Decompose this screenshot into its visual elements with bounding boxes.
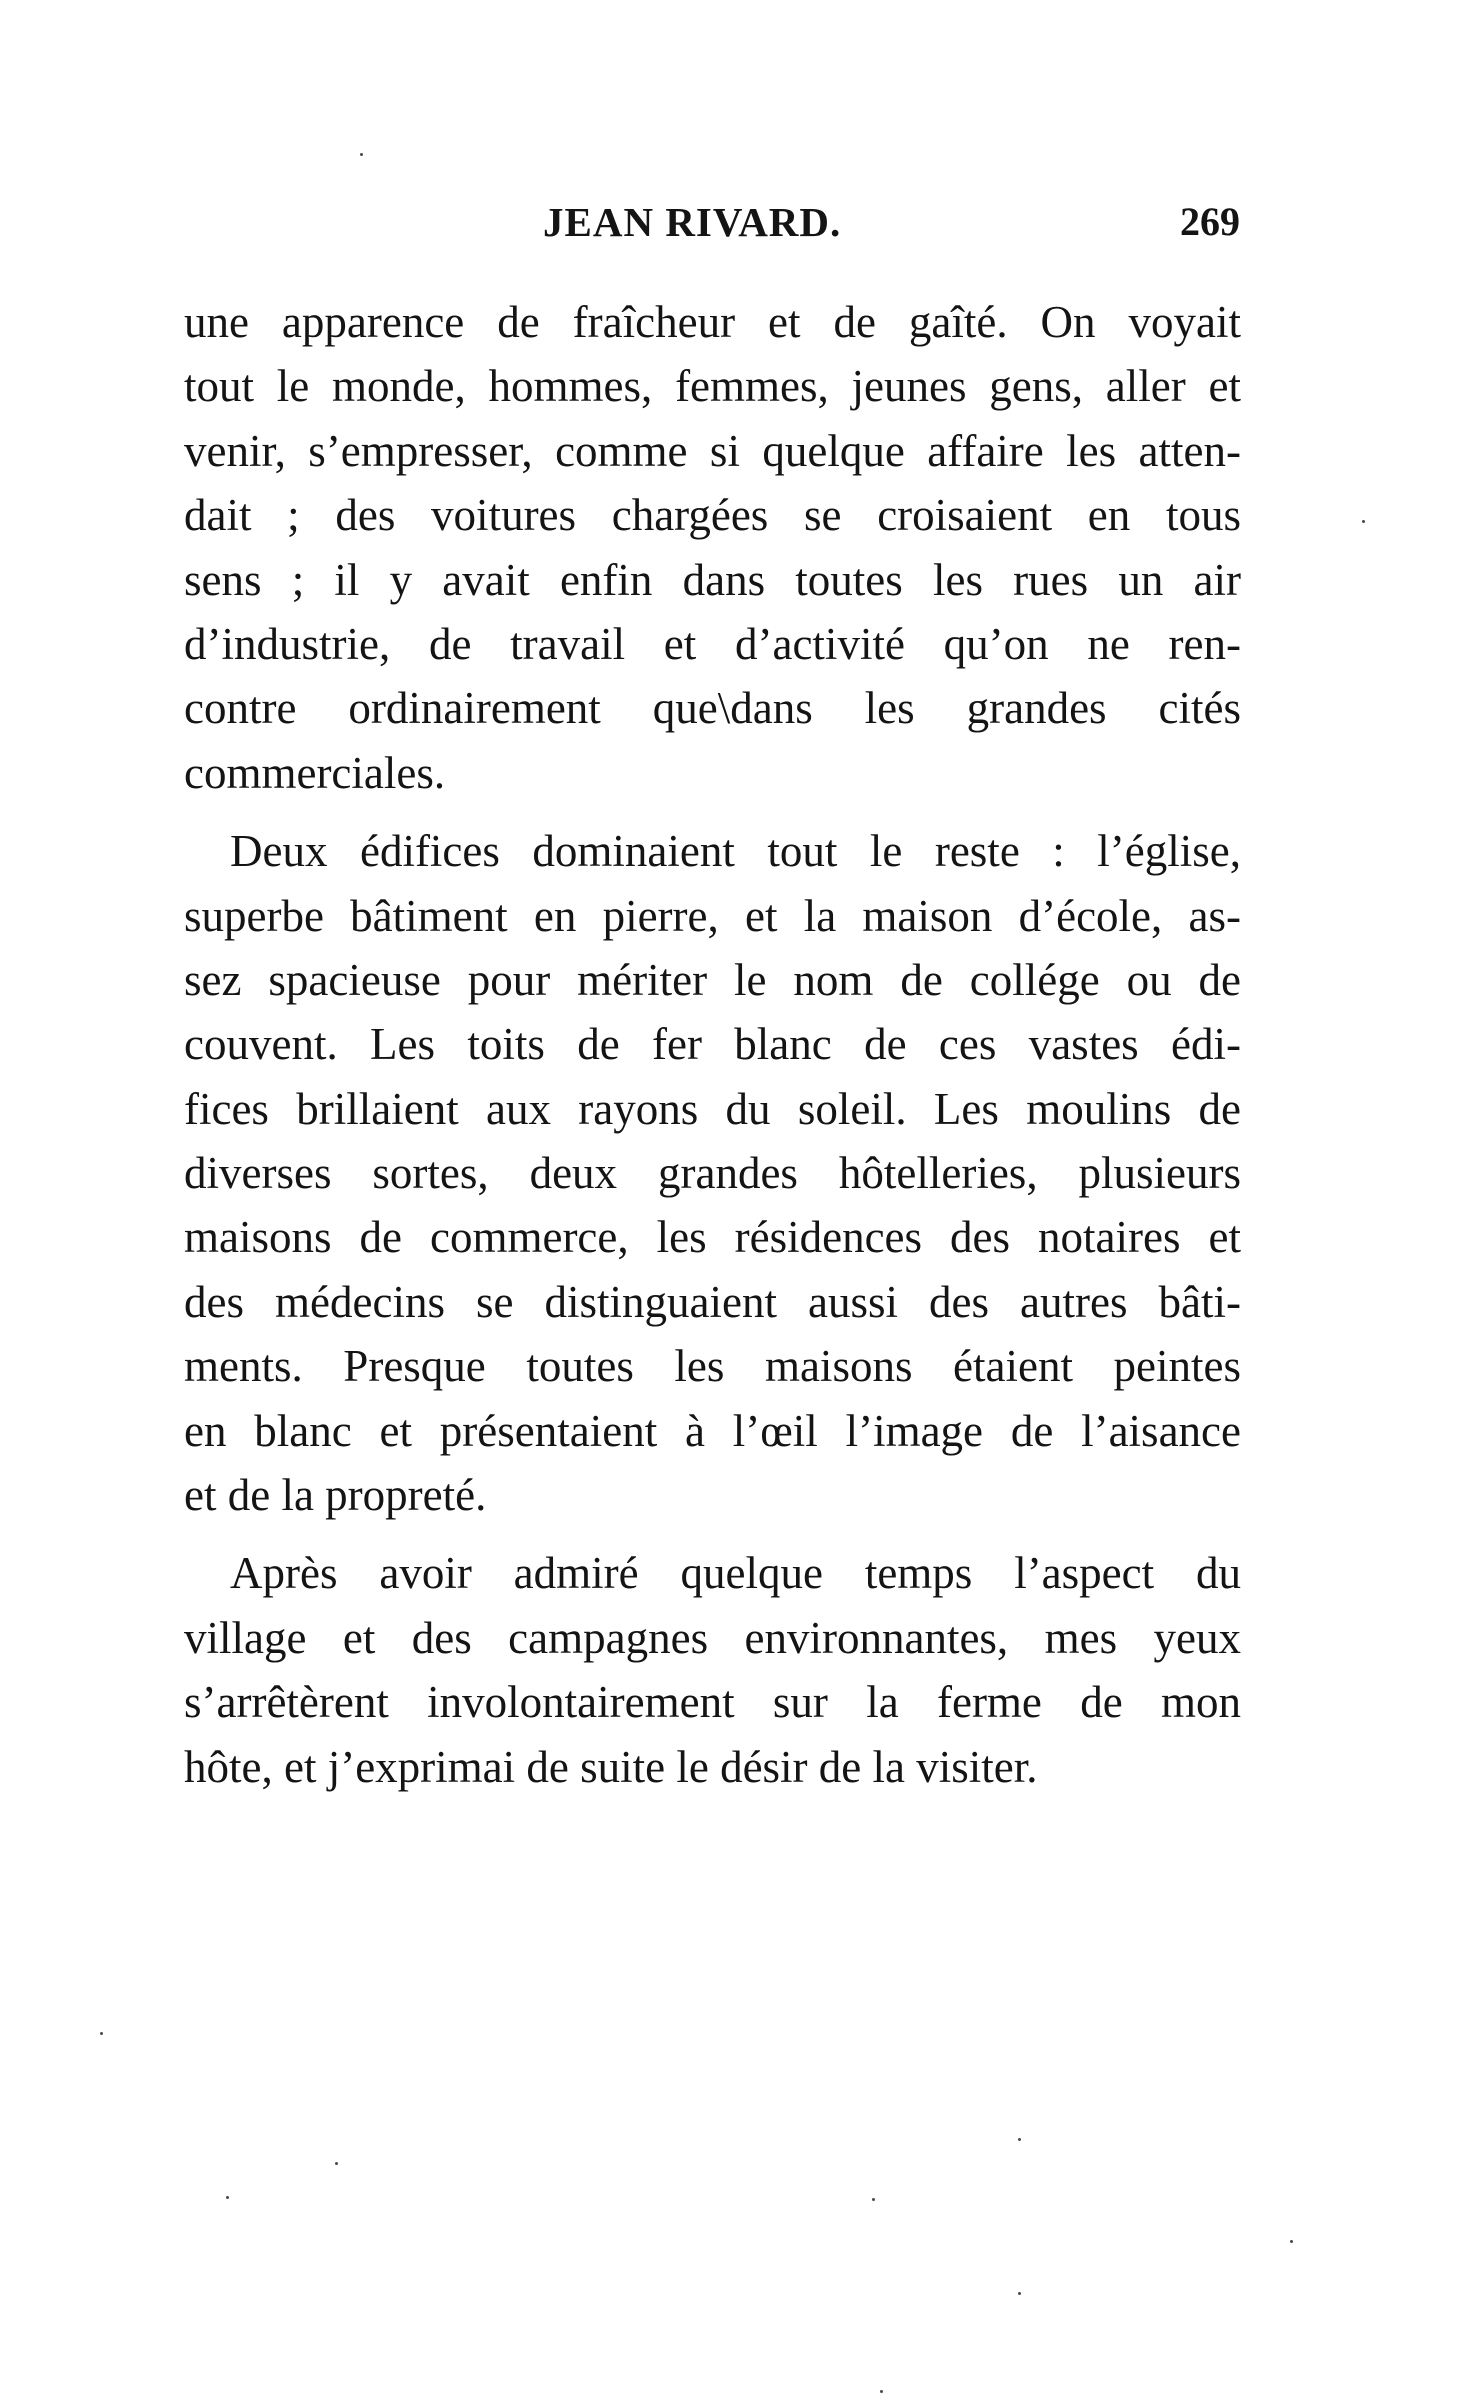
scan-speck	[360, 153, 363, 156]
scan-speck	[100, 2032, 103, 2035]
text-line: une apparence de fraîcheur et de gaîté. On voyait	[184, 297, 1241, 347]
scan-speck	[226, 2196, 229, 2199]
text-line: venir, s’empresser, comme si quelque affaire les atten-	[184, 425, 1241, 476]
text-line: et de la propreté.	[184, 1470, 487, 1521]
text-line: tout le monde, hommes, femmes, jeunes gens, aller et	[184, 361, 1241, 412]
scan-speck	[1362, 520, 1365, 523]
text-line: couvent. Les toits de fer blanc de ces vastes édi-	[184, 1019, 1241, 1070]
scan-speck	[1018, 2138, 1021, 2141]
text-line: diverses sortes, deux grandes hôtelleries, plusieurs	[184, 1148, 1241, 1199]
text-line: ments. Presque toutes les maisons étaient peintes	[184, 1341, 1241, 1392]
text-line: hôte, et j’exprimai de suite le désir de la visiter.	[184, 1741, 1038, 1792]
text-line: sens ; il y avait enfin dans toutes les rues un air	[184, 554, 1241, 605]
text-line: maisons de commerce, les résidences des notaires et	[184, 1212, 1241, 1263]
text-line: fices brillaient aux rayons du soleil. Les moulins de	[184, 1083, 1241, 1134]
text-line: s’arrêtèrent involontairement sur la ferme de mon	[184, 1677, 1241, 1728]
body-text	[184, 290, 1241, 1813]
text-line: d’industrie, de travail et d’activité qu’on ne ren-	[184, 618, 1241, 669]
text-line: en blanc et présentaient à l’œil l’image de l’aisance	[184, 1405, 1241, 1456]
page-number: 269	[1180, 199, 1240, 244]
scan-speck	[335, 2162, 338, 2165]
text-line: superbe bâtiment en pierre, et la maison d’école, as-	[184, 890, 1241, 941]
text-line: sez spacieuse pour mériter le nom de collége ou de	[184, 954, 1241, 1005]
text-line: commerciales.	[184, 747, 446, 798]
scan-speck	[1018, 2292, 1021, 2295]
scan-speck	[872, 2198, 875, 2201]
text-line: contre ordinairement que\dans les grandes cités	[184, 683, 1241, 734]
paragraph-2	[184, 819, 1241, 1527]
running-head	[188, 192, 1240, 252]
running-title: JEAN RIVARD.	[543, 199, 842, 245]
text-line: Deux édifices dominaient tout le reste : l’église,	[230, 826, 1241, 877]
text-line: dait ; des voitures chargées se croisaient en tous	[184, 490, 1241, 541]
text-line: Après avoir admiré quelque temps l’aspect du	[230, 1548, 1241, 1599]
scan-speck	[880, 2390, 883, 2393]
paragraph-3	[184, 1541, 1241, 1799]
text-line: des médecins se distinguaient aussi des autres bâti-	[184, 1276, 1241, 1327]
scan-speck	[1290, 2240, 1293, 2243]
text-line: village et des campagnes environnantes, mes yeux	[184, 1612, 1241, 1663]
paragraph-1	[184, 290, 1241, 805]
